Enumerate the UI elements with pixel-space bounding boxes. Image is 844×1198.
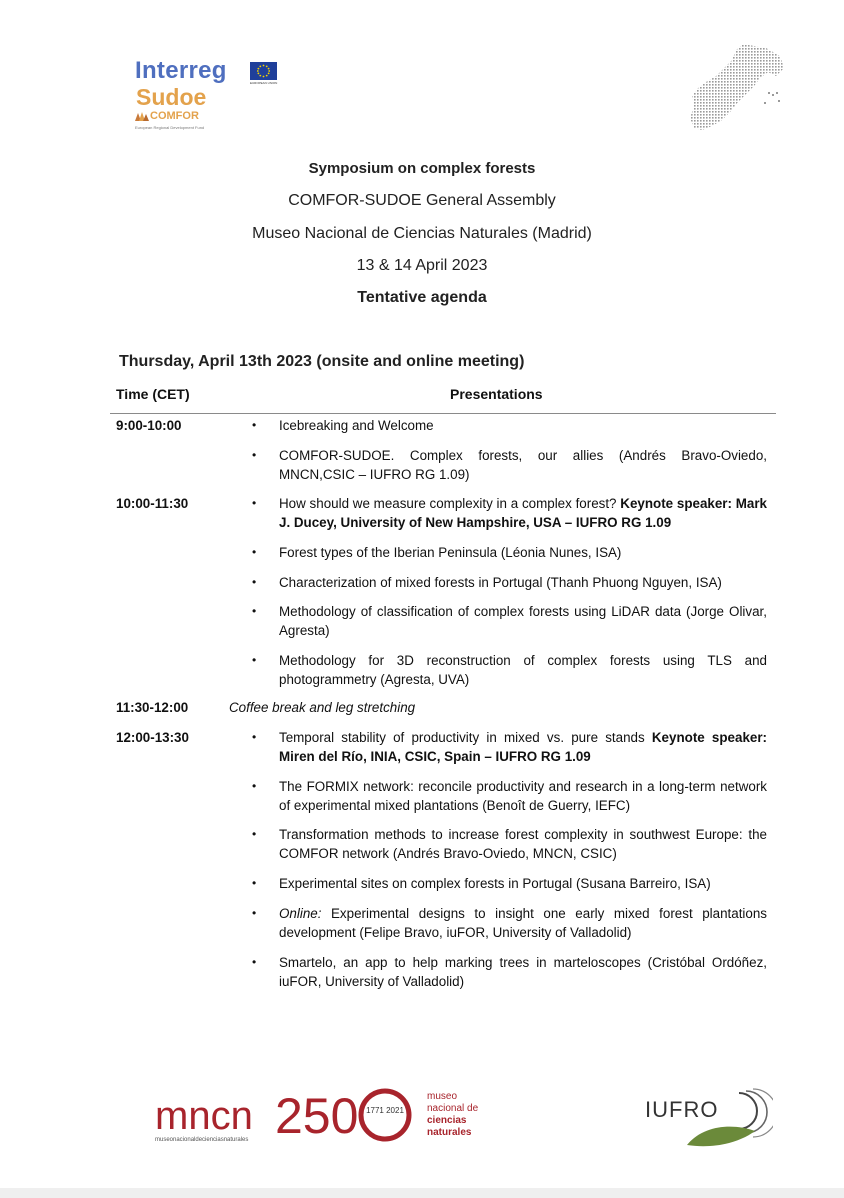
sudoe-map-graphic bbox=[688, 42, 788, 137]
bullet-icon: • bbox=[252, 876, 257, 890]
agenda-item: Experimental sites on complex forests in Portugal (Susana Barreiro, ISA) bbox=[279, 876, 711, 891]
agenda-item: Icebreaking and Welcome bbox=[279, 418, 434, 433]
bullet-icon: • bbox=[252, 418, 257, 432]
eu-caption: EUROPEAN UNION bbox=[250, 81, 278, 85]
presentations-column-header: Presentations bbox=[450, 386, 543, 402]
page-bottom-band bbox=[0, 1188, 844, 1198]
trees-icon bbox=[135, 111, 149, 121]
bullet-icon: • bbox=[252, 730, 257, 744]
keynote-speaker: Keynote speaker: Mark J. Ducey, University of New Hampshire, USA – IUFRO RG 1.09 bbox=[279, 496, 767, 530]
time-slot: 12:00-13:30 bbox=[116, 730, 189, 745]
mncn-name-1: museo bbox=[427, 1091, 458, 1102]
mncn-years: 1771 2021 bbox=[366, 1106, 404, 1115]
time-column-header: Time (CET) bbox=[116, 386, 190, 402]
symposium-title: Symposium on complex forests bbox=[308, 160, 536, 177]
online-label: Online: bbox=[279, 906, 322, 921]
agenda-item: COMFOR-SUDOE. Complex forests, our allies (Andrés Bravo-Oviedo, MNCN,CSIC – IUFRO RG 1.09) bbox=[279, 448, 767, 482]
bullet-icon: • bbox=[252, 604, 257, 618]
bullet-icon: • bbox=[252, 955, 257, 969]
fund-caption: European Regional Development Fund bbox=[135, 125, 205, 130]
time-slot: 9:00-10:00 bbox=[116, 418, 182, 433]
coffee-break: Coffee break and leg stretching bbox=[229, 700, 416, 715]
bullet-icon: • bbox=[252, 827, 257, 841]
talk-title: How should we measure complexity in a complex forest? bbox=[279, 496, 621, 511]
mncn-logo-text: mncn bbox=[155, 1094, 253, 1138]
header-divider bbox=[110, 413, 776, 414]
talk-title: Temporal stability of productivity in mixed vs. pure stands bbox=[279, 730, 652, 745]
agenda-item: Methodology for 3D reconstruction of complex forests using TLS and photogrammetry (Agresta, UVA) bbox=[279, 653, 767, 687]
agenda-item: Transformation methods to increase forest complexity in southwest Europe: the COMFOR network (Andrés Bravo-Oviedo, MNCN, CSIC) bbox=[279, 827, 767, 861]
bullet-icon: • bbox=[252, 779, 257, 793]
bullet-icon: • bbox=[252, 545, 257, 559]
mncn-250-logo bbox=[155, 1085, 495, 1145]
agenda-item: Methodology of classification of complex forests using LiDAR data (Jorge Olivar, Agresta) bbox=[279, 604, 767, 638]
bullet-icon: • bbox=[252, 906, 257, 920]
talk-title: Experimental designs to insight one early mixed forest plantations development (Felipe Bravo, iuFOR, University of Valladolid) bbox=[279, 906, 767, 940]
comfor-logo-text: COMFOR bbox=[150, 110, 199, 122]
sudoe-logo-text: Sudoe bbox=[136, 84, 207, 110]
time-slot: 11:30-12:00 bbox=[116, 700, 189, 715]
bullet-icon: • bbox=[252, 448, 257, 462]
day-heading: Thursday, April 13th 2023 (onsite and online meeting) bbox=[119, 353, 525, 370]
agenda-item: The FORMIX network: reconcile productivity and research in a long-term network of experimental mixed plantations (Benoît de Guerry, IEFC) bbox=[279, 779, 767, 813]
iufro-logo bbox=[643, 1085, 773, 1150]
agenda-item bbox=[279, 728, 767, 766]
agenda-label: Tentative agenda bbox=[357, 289, 487, 306]
interreg-logo-text: Interreg bbox=[135, 57, 227, 84]
iufro-logo-text: IUFRO bbox=[645, 1097, 719, 1122]
event-date: 13 & 14 April 2023 bbox=[356, 257, 488, 274]
venue: Museo Nacional de Ciencias Naturales (Madrid) bbox=[252, 225, 592, 242]
agenda-item: Forest types of the Iberian Peninsula (Léonia Nunes, ISA) bbox=[279, 545, 622, 560]
eu-flag-icon bbox=[250, 62, 277, 80]
agenda-item bbox=[279, 904, 767, 942]
agenda-item: Smartelo, an app to help marking trees in marteloscopes (Cristóbal Ordóñez, iuFOR, University of Valladolid) bbox=[279, 955, 767, 989]
bullet-icon: • bbox=[252, 653, 257, 667]
keynote-speaker: Keynote speaker: Miren del Río, INIA, CSIC, Spain – IUFRO RG 1.09 bbox=[279, 730, 768, 764]
bullet-icon: • bbox=[252, 496, 257, 510]
mncn-name-4: naturales bbox=[427, 1127, 472, 1138]
mncn-250-text: 250 bbox=[275, 1088, 359, 1144]
mncn-url: museonacionaldecienciasnaturales bbox=[155, 1137, 249, 1143]
mncn-name-3: ciencias bbox=[427, 1115, 467, 1126]
assembly-subtitle: COMFOR-SUDOE General Assembly bbox=[288, 192, 556, 209]
mncn-name-2: nacional de bbox=[427, 1103, 479, 1114]
agenda-item bbox=[279, 494, 767, 532]
time-slot: 10:00-11:30 bbox=[116, 496, 189, 511]
bullet-icon: • bbox=[252, 575, 257, 589]
agenda-item: Characterization of mixed forests in Portugal (Thanh Phuong Nguyen, ISA) bbox=[279, 575, 722, 590]
